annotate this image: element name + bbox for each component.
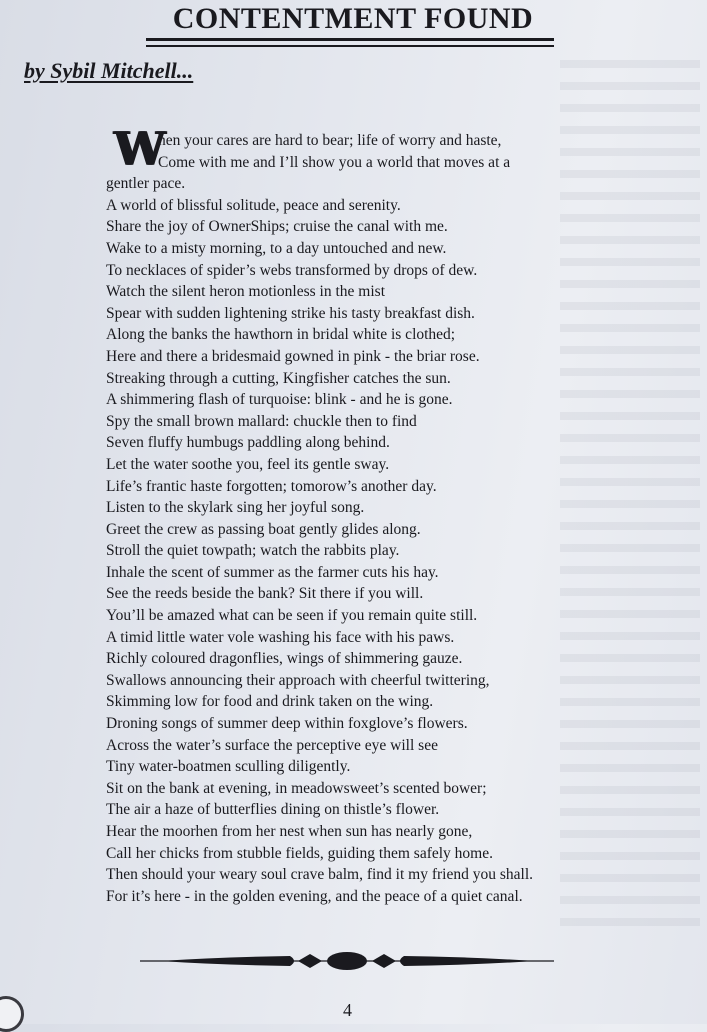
poem-line: Wake to a misty morning, to a day untouched and new. (106, 239, 447, 257)
poem-line: To necklaces of spider’s webs transformed by drops of dew. (106, 261, 478, 279)
poem-line: The air a haze of butterflies dining on thistle’s flower. (106, 801, 440, 819)
poem-line: Here and there a bridesmaid gowned in pink - the briar rose. (106, 347, 480, 365)
poem-line: For it’s here - in the golden evening, and the peace of a quiet canal. (106, 887, 523, 905)
poem-line: Inhale the scent of summer as the farmer cuts his hay. (106, 563, 439, 581)
poem-line: Call her chicks from stubble fields, guiding them safely home. (106, 844, 493, 862)
decorative-divider-icon (140, 948, 554, 974)
poem-line: Spear with sudden lightening strike his tasty breakfast dish. (106, 304, 475, 322)
drop-cap-letter: W (114, 122, 166, 176)
poem-line: Share the joy of OwnerShips; cruise the canal with me. (106, 218, 448, 236)
poem-line: Skimming low for food and drink taken on the wing. (106, 693, 434, 711)
poem-line: A world of blissful solitude, peace and serenity. (106, 196, 401, 214)
poem-line: See the reeds beside the bank? Sit there if you will. (106, 585, 424, 603)
poem-line: Come with me and I’ll show you a world that moves at a (158, 153, 511, 171)
page-title: CONTENTMENT FOUND (172, 2, 534, 35)
poem-line: gentler pace. (106, 175, 186, 193)
poem-body (106, 130, 606, 907)
poem-line: hen your cares are hard to bear; life of worry and haste, (158, 132, 502, 149)
poem-line: Spy the small brown mallard: chuckle then to find (106, 412, 417, 430)
poem-line: Droning songs of summer deep within foxglove’s flowers. (106, 715, 468, 733)
poem-line: Swallows announcing their approach with cheerful twittering, (106, 671, 490, 689)
poem-line: Across the water’s surface the perceptive eye will see (106, 736, 438, 754)
poem-line: Watch the silent heron motionless in the mist (106, 283, 385, 301)
poem-line: Life’s frantic haste forgotten; tomorow’s another day. (106, 477, 437, 495)
title-underline-second (146, 45, 554, 47)
poem-line: Along the banks the hawthorn in bridal white is clothed; (106, 326, 456, 344)
poem-line: Tiny water-boatmen sculling diligently. (106, 758, 351, 776)
poem-line: A shimmering flash of turquoise: blink - and he is gone. (106, 391, 453, 409)
title-underline (146, 38, 554, 41)
poem-line: A timid little water vole washing his face with his paws. (106, 628, 455, 646)
binder-ring-hole (0, 996, 24, 1032)
poem-line: Stroll the quiet towpath; watch the rabbits play. (106, 542, 400, 560)
page-number: 4 (343, 1000, 352, 1020)
poem-line: Greet the crew as passing boat gently glides along. (106, 520, 421, 538)
poem-line: Seven fluffy humbugs paddling along behind. (106, 434, 390, 452)
poem-line: Richly coloured dragonflies, wings of shimmering gauze. (106, 650, 463, 668)
author-byline: by Sybil Mitchell... (24, 58, 194, 83)
poem-line: Then should your weary soul crave balm, find it my friend you shall. (106, 866, 534, 884)
poem-line: Let the water soothe you, feel its gentle sway. (106, 455, 390, 473)
poem-line: Streaking through a cutting, Kingfisher catches the sun. (106, 369, 451, 387)
poem-line: Hear the moorhen from her nest when sun has nearly gone, (106, 823, 473, 840)
poem-line: You’ll be amazed what can be seen if you remain quite still. (106, 607, 478, 625)
poem-line: Sit on the bank at evening, in meadowsweet’s scented bower; (106, 779, 487, 797)
poem-line: Listen to the skylark sing her joyful song. (106, 499, 365, 517)
